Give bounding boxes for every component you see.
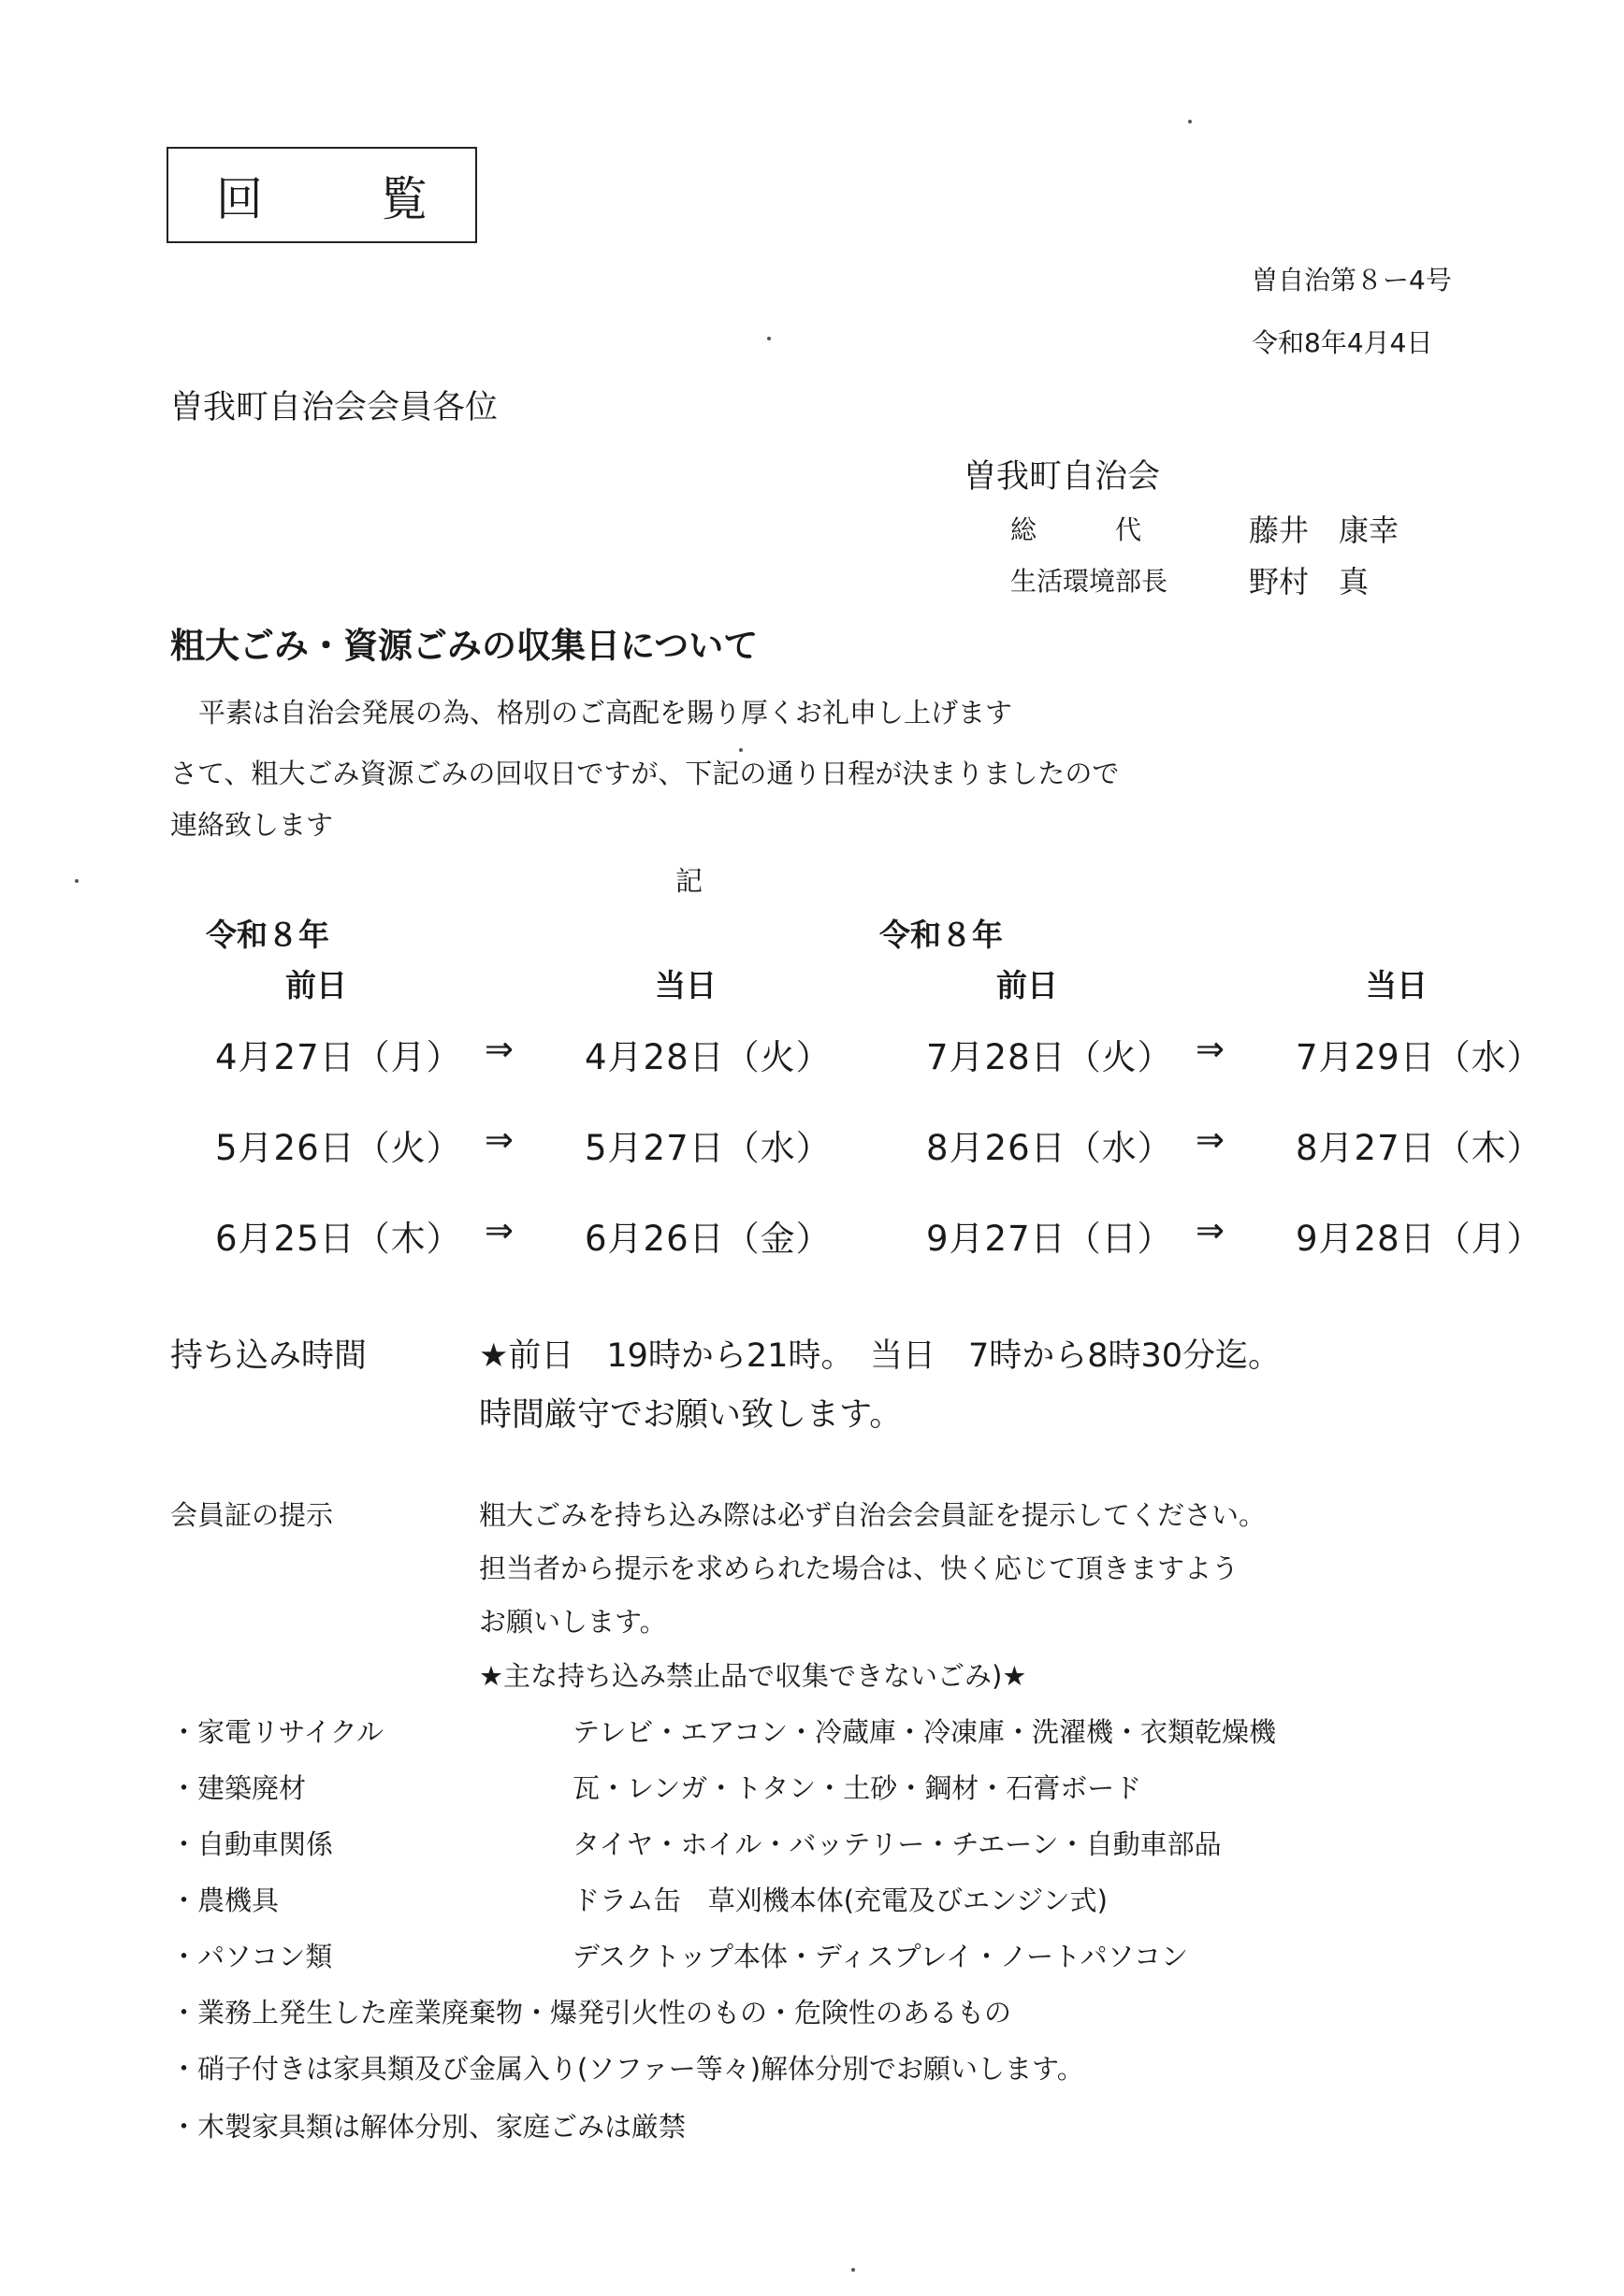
notice-title: 粗大ごみ・資源ごみの収集日について (170, 626, 759, 666)
signatory-2-name: 野村 真 (1249, 564, 1370, 599)
intro-line-2: さて、粗大ごみ資源ごみの回収日ですが、下記の通り日程が決まりましたので (170, 758, 1120, 789)
scan-speck (1188, 120, 1192, 123)
scan-speck (851, 2268, 855, 2272)
schedule-left-row-3-same-day: 6月26日（金） (585, 1219, 832, 1259)
prohibited-category: ・建築廃材 (170, 1772, 307, 1804)
prohibited-items: 瓦・レンガ・トタン・土砂・鋼材・石膏ボード (573, 1772, 1142, 1804)
membership-line-3: お願いします。 (479, 1606, 667, 1638)
prohibited-items-heading: ★主な持ち込み禁止品で収集できないごみ)★ (479, 1660, 1027, 1692)
left-header-same-day: 当日 (655, 967, 717, 1004)
intro-line-3: 連絡致します (170, 809, 334, 841)
recipient: 曽我町自治会会員各位 (170, 389, 499, 426)
prohibited-items: タイヤ・ホイル・バッテリー・チエーン・自動車部品 (573, 1828, 1222, 1860)
organization-name: 曽我町自治会 (964, 458, 1161, 496)
signatory-1-name: 藤井 康幸 (1249, 513, 1399, 548)
circular-notice-box (167, 147, 477, 243)
membership-line-2: 担当者から提示を求められた場合は、快く応じて頂きますよう (479, 1552, 1240, 1584)
schedule-left-row-1-same-day: 4月28日（火） (585, 1037, 832, 1077)
membership-line-1: 粗大ごみを持ち込み際は必ず自治会会員証を提示してください。 (479, 1499, 1267, 1531)
note-line-1: ・業務上発生した産業廃棄物・爆発引火性のもの・危険性のあるもの (170, 1997, 1012, 2029)
dropoff-time-line-2: 時間厳守でお願い致します。 (479, 1396, 903, 1434)
scan-speck (75, 879, 79, 883)
right-header-day-before: 前日 (996, 967, 1058, 1004)
arrow-icon: ⇒ (1196, 1029, 1226, 1069)
left-header-day-before: 前日 (285, 967, 347, 1004)
scan-speck (767, 337, 771, 340)
prohibited-category: ・家電リサイクル (170, 1716, 384, 1748)
schedule-left-row-2-day-before: 5月26日（火） (215, 1128, 462, 1168)
prohibited-items: デスクトップ本体・ディスプレイ・ノートパソコン (573, 1941, 1189, 1972)
prohibited-category: ・パソコン類 (170, 1941, 333, 1972)
scan-speck (739, 748, 743, 752)
right-year: 令和８年 (879, 917, 1003, 953)
left-year: 令和８年 (206, 917, 329, 953)
schedule-right-row-3-same-day: 9月28日（月） (1296, 1219, 1543, 1259)
signatory-2-role: 生活環境部長 (1010, 566, 1168, 597)
schedule-right-row-2-day-before: 8月26日（水） (926, 1128, 1173, 1168)
arrow-icon: ⇒ (485, 1029, 515, 1069)
schedule-right-row-3-day-before: 9月27日（日） (926, 1219, 1173, 1259)
prohibited-items: ドラム缶 草刈機本体(充電及びエンジン式) (573, 1884, 1108, 1916)
schedule-left-row-3-day-before: 6月25日（木） (215, 1219, 462, 1259)
dropoff-time-label: 持ち込み時間 (170, 1337, 368, 1375)
arrow-icon: ⇒ (1196, 1119, 1226, 1160)
prohibited-category: ・農機具 (170, 1884, 280, 1916)
circular-notice-label: 回 覧 (216, 171, 463, 226)
ki-marker: 記 (675, 865, 703, 897)
schedule-left-row-2-same-day: 5月27日（水） (585, 1128, 832, 1168)
prohibited-category: ・自動車関係 (170, 1828, 334, 1860)
dropoff-time-line-1: ★前日 19時から21時。 当日 7時から8時30分迄。 (479, 1337, 1282, 1375)
intro-line-1: 平素は自治会発展の為、格別のご高配を賜り厚くお礼申し上げます (198, 697, 1013, 729)
arrow-icon: ⇒ (485, 1210, 515, 1250)
prohibited-items: テレビ・エアコン・冷蔵庫・冷凍庫・洗濯機・衣類乾燥機 (573, 1716, 1276, 1748)
note-line-3: ・木製家具類は解体分別、家庭ごみは厳禁 (170, 2111, 687, 2143)
schedule-right-row-2-same-day: 8月27日（木） (1296, 1128, 1543, 1168)
arrow-icon: ⇒ (485, 1119, 515, 1160)
document-date: 令和8年4月4日 (1252, 327, 1433, 358)
schedule-left-row-1-day-before: 4月27日（月） (215, 1037, 462, 1077)
note-line-2: ・硝子付きは家具類及び金属入り(ソファー等々)解体分別でお願いします。 (170, 2053, 1084, 2085)
signatory-1-role: 総 代 (1010, 514, 1142, 545)
schedule-right-row-1-same-day: 7月29日（水） (1296, 1037, 1543, 1077)
right-header-same-day: 当日 (1366, 967, 1428, 1004)
document-number: 曽自治第８ー4号 (1252, 265, 1452, 296)
schedule-right-row-1-day-before: 7月28日（火） (926, 1037, 1173, 1077)
arrow-icon: ⇒ (1196, 1210, 1226, 1250)
membership-card-label: 会員証の提示 (170, 1499, 334, 1531)
